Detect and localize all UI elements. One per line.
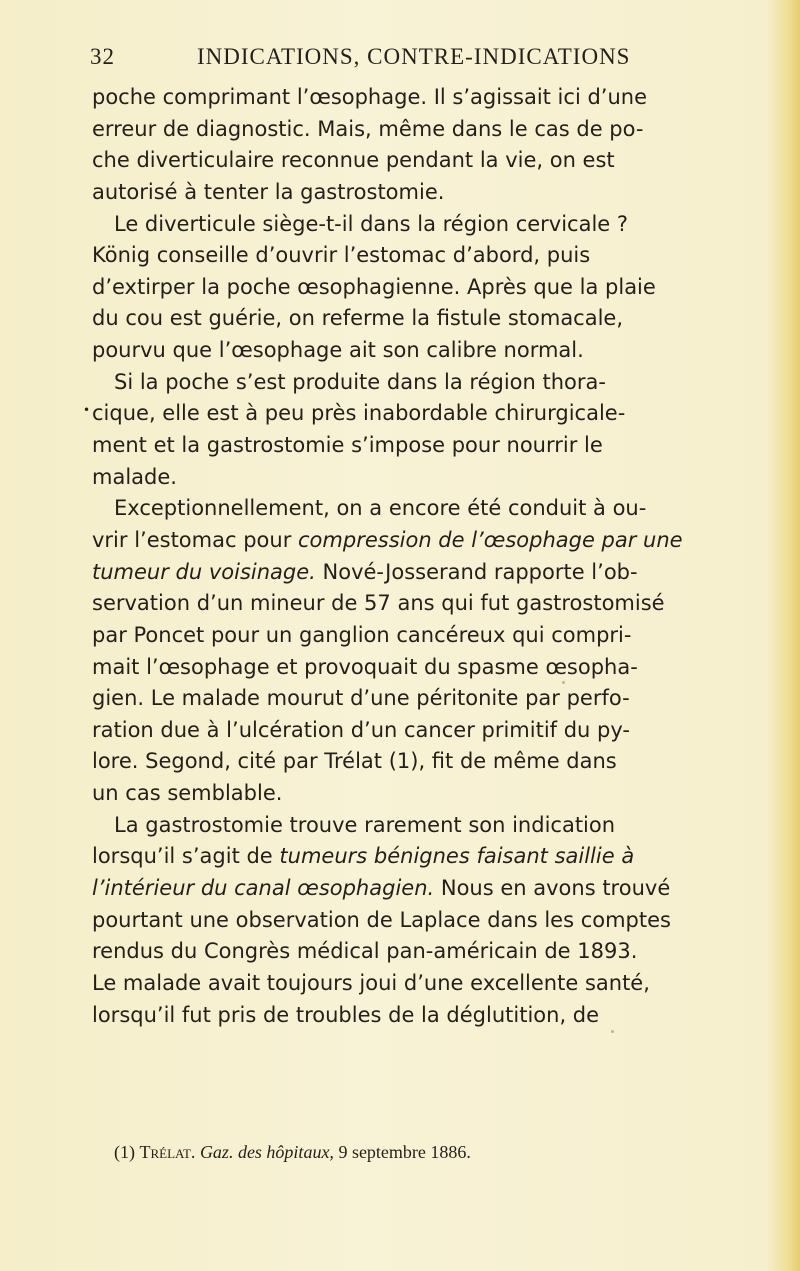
- paper-speck: [562, 681, 565, 684]
- text-line: gien. Le malade mourut d’une péritonite par perfo-: [92, 686, 630, 711]
- text-line-with-italic: [92, 841, 718, 873]
- paragraph-start-line: La gastrostomie trouve rarement son indication: [114, 812, 616, 837]
- text-line: rendus du Congrès médical pan-américain de 1893.: [92, 939, 638, 964]
- paragraph-start-line: Si la poche s’est produite dans la région thora-: [114, 369, 606, 394]
- text-line: pourtant une observation de Laplace dans les comptes: [92, 907, 671, 932]
- text-line-with-italic: [92, 873, 718, 905]
- text-segment: lorsqu’il s’agit de: [92, 844, 280, 869]
- text-line: erreur de diagnostic. Mais, même dans le cas de po-: [92, 116, 644, 141]
- page-number: 32: [90, 44, 115, 69]
- italic-text-segment: l’intérieur du canal œsophagien.: [92, 876, 435, 901]
- text-line-with-italic: [92, 525, 718, 557]
- text-line: Le malade avait toujours joui d’une excellente santé,: [92, 970, 650, 995]
- text-line: che diverticulaire reconnue pendant la vie, on est: [92, 148, 615, 173]
- text-line-with-italic: [92, 557, 718, 589]
- page-edge-shadow: [766, 0, 800, 1271]
- text-segment: vrir l’estomac pour: [92, 527, 299, 552]
- text-segment: Nové-Josserand rapporte l’ob-: [315, 559, 638, 584]
- text-line: mait l’œsophage et provoquait du spasme œsopha-: [92, 654, 638, 679]
- main-text: [92, 82, 718, 1031]
- running-header: [90, 44, 710, 78]
- footnote-author: Trélat.: [139, 1142, 196, 1162]
- text-line: autorisé à tenter la gastrostomie.: [92, 179, 445, 204]
- text-line: lorsqu’il fut pris de troubles de la déglutition, de: [92, 1002, 600, 1027]
- paragraph-start-line: Le diverticule siège-t-il dans la région cervicale ?: [114, 211, 629, 236]
- chapter-title: INDICATIONS, CONTRE-INDICATIONS: [197, 44, 631, 69]
- paragraph-start-line: Exceptionnellement, on a encore été conduit à ou-: [114, 496, 647, 521]
- text-line: servation d’un mineur de 57 ans qui fut gastrostomisé: [92, 591, 665, 616]
- italic-text-segment: compression de l’œsophage par une: [298, 527, 683, 552]
- footnote-date: 9 septembre 1886.: [338, 1142, 471, 1162]
- footnote-marker: (1): [114, 1142, 135, 1162]
- text-line: pourvu que l’œsophage ait son calibre normal.: [92, 338, 584, 363]
- italic-text-segment: tumeurs bénignes faisant saillie à: [279, 844, 635, 869]
- text-line: cique, elle est à peu près inabordable chirurgicale-: [92, 401, 626, 426]
- footnote-source: Gaz. des hôpitaux,: [199, 1142, 334, 1162]
- text-segment: Nous en avons trouvé: [434, 876, 671, 901]
- paper-speck: [611, 1030, 614, 1033]
- text-line: par Poncet pour un ganglion cancéreux qui compri-: [92, 622, 632, 647]
- text-line: lore. Segond, cité par Trélat (1), fit de même dans: [92, 749, 617, 774]
- text-line: ment et la gastrostomie s’impose pour nourrir le: [92, 433, 603, 458]
- text-line: un cas semblable.: [92, 781, 283, 806]
- text-line: malade.: [92, 464, 177, 489]
- text-line: ration due à l’ulcération d’un cancer primitif du py-: [92, 717, 631, 742]
- italic-text-segment: tumeur du voisinage.: [92, 559, 316, 584]
- text-line: d’extirper la poche œsophagienne. Après que la plaie: [92, 274, 656, 299]
- text-line: du cou est guérie, on referme la fistule stomacale,: [92, 306, 624, 331]
- margin-mark: •: [83, 403, 91, 417]
- footnote: [114, 1142, 704, 1163]
- text-line: poche comprimant l’œsophage. Il s’agissait ici d’une: [92, 85, 647, 109]
- text-line: König conseille d’ouvrir l’estomac d’abord, puis: [92, 243, 591, 268]
